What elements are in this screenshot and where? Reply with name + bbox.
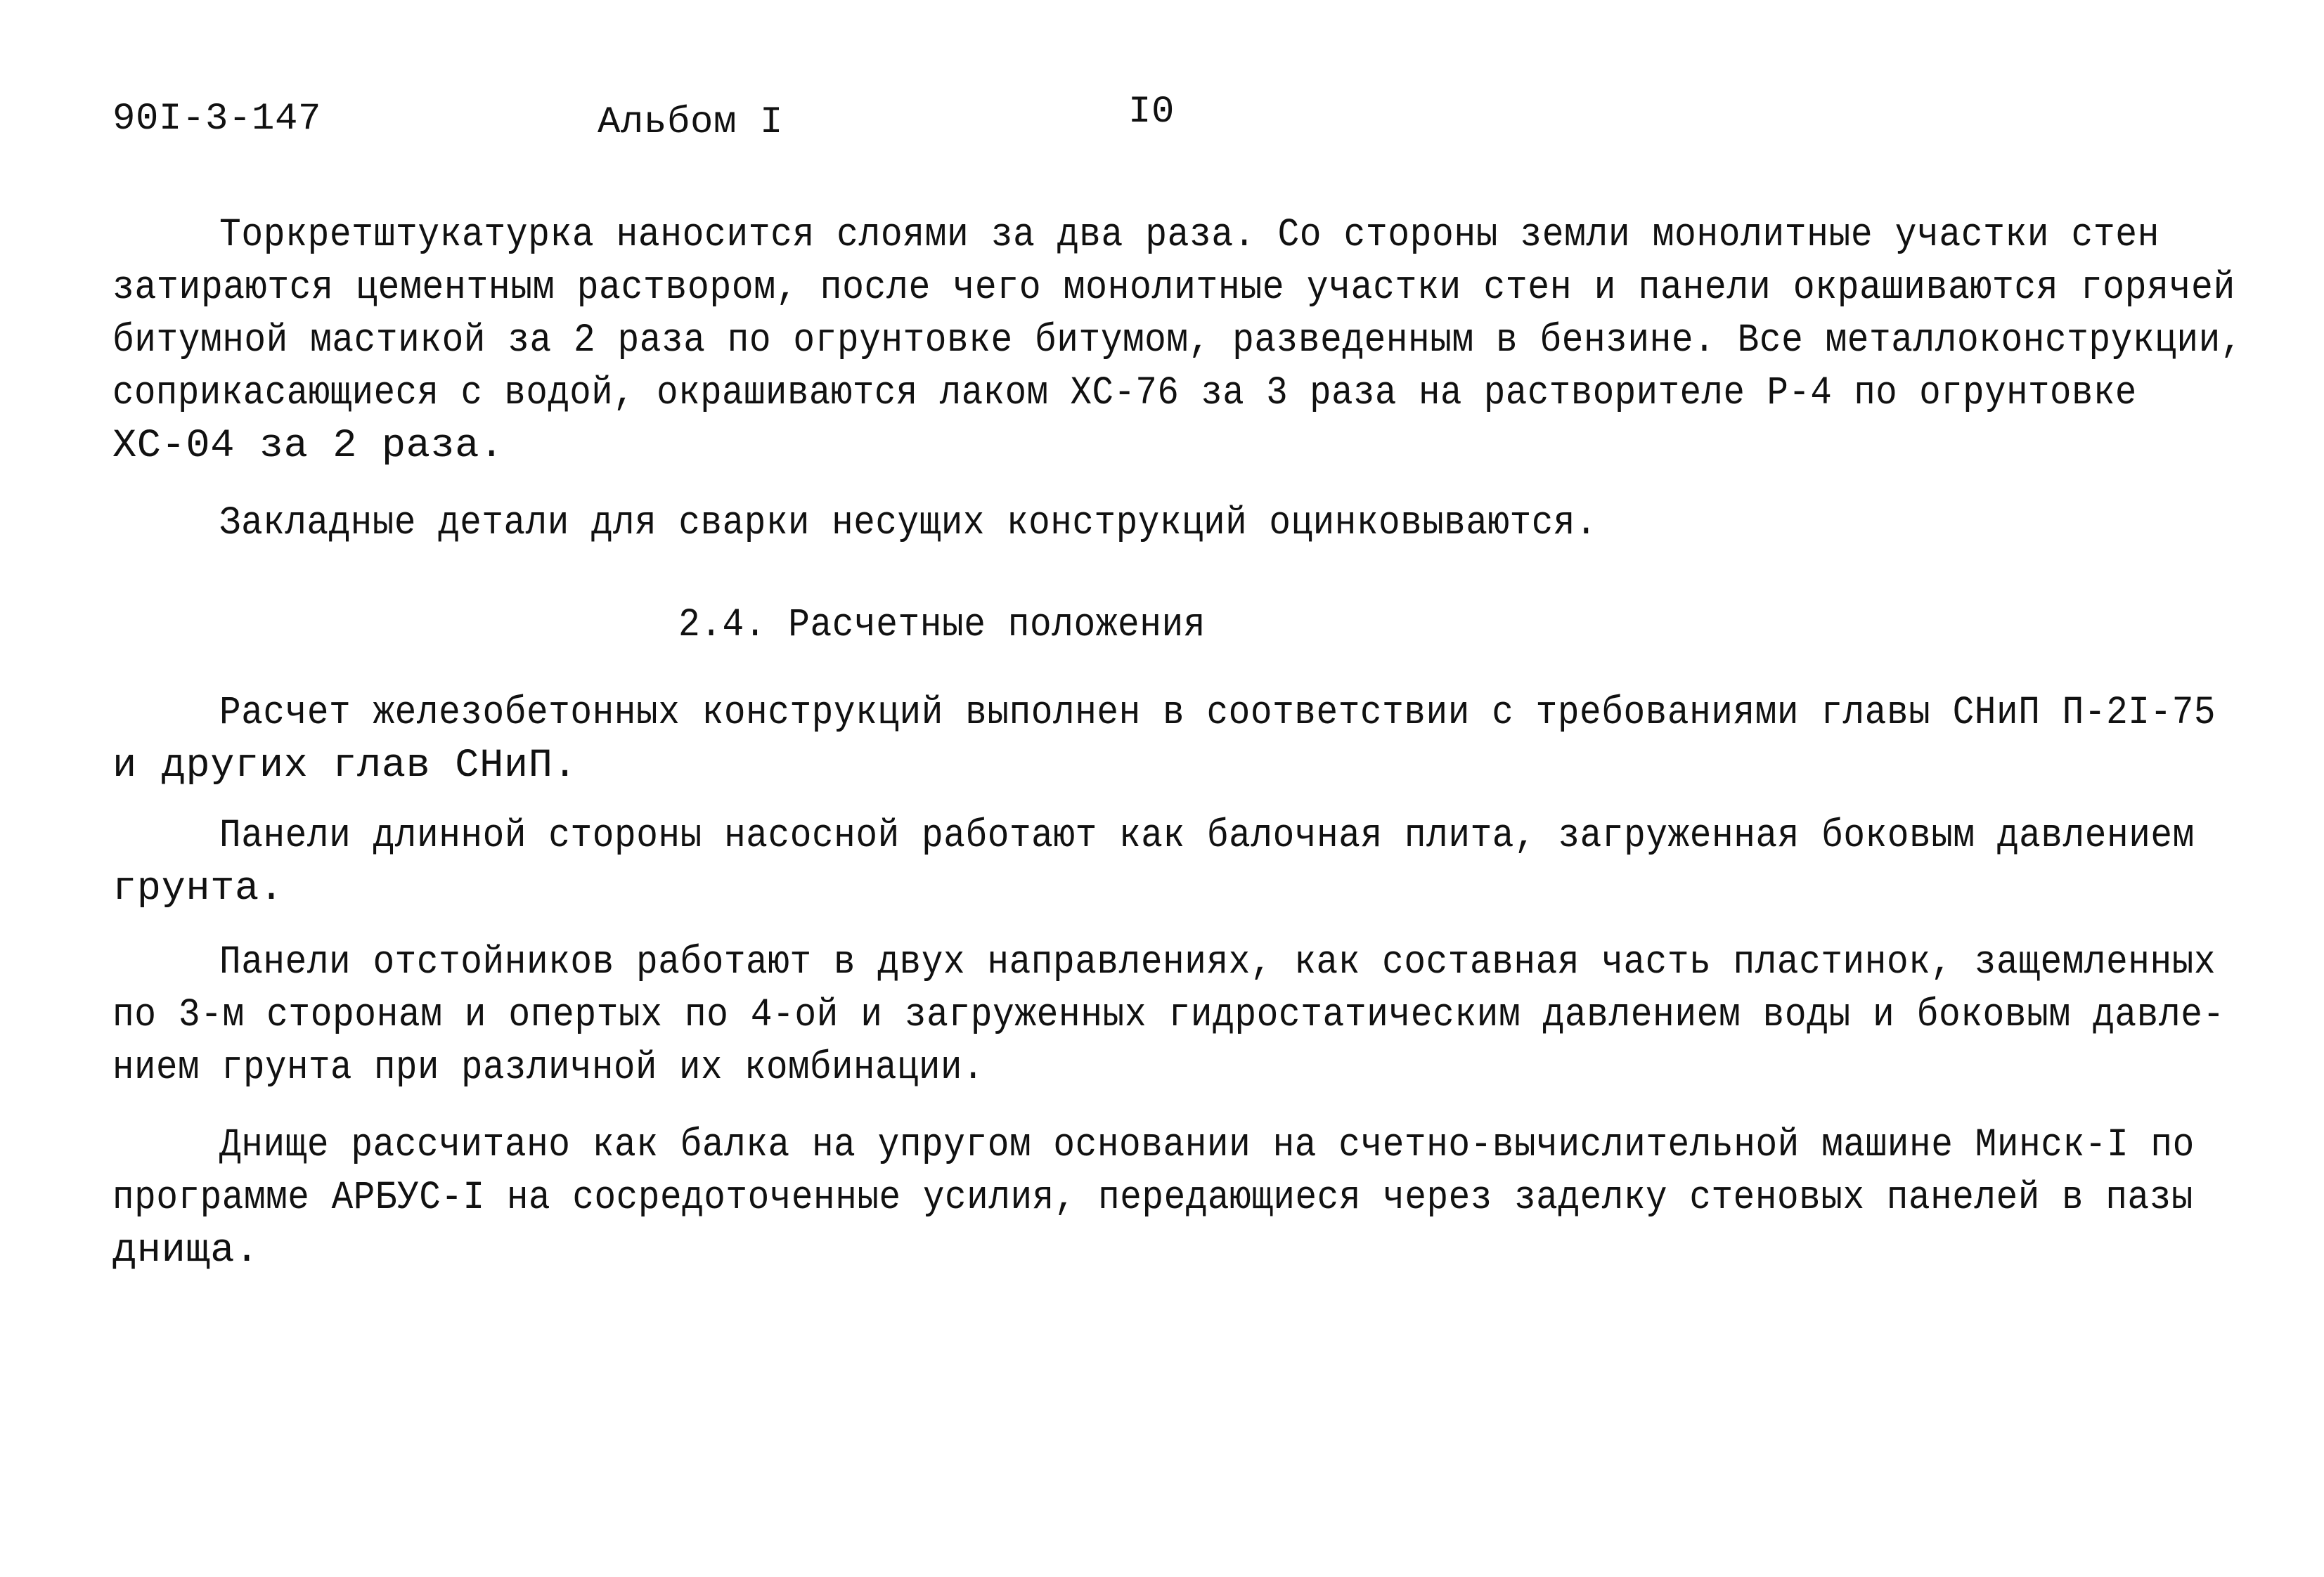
text-line: и других глав СНиП. — [112, 744, 578, 788]
section-heading: 2.4. Расчетные положения — [678, 603, 1206, 648]
album-label: Альбом I — [598, 101, 784, 144]
text-line: по 3-м сторонам и опертых по 4-ой и загруженных гидростатическим давлением воды и боковым давле- — [112, 993, 2225, 1038]
text-line: Панели отстойников работают в двух направлениях, как составная часть пластинок, защемленных — [219, 940, 2216, 985]
page-number: I0 — [1128, 91, 1175, 134]
text-line: Днище рассчитано как балка на упругом основании на счетно-вычислительной машине Минск-I по — [219, 1123, 2195, 1168]
text-line: Закладные детали для сварки несущих конструкций оцинковываются. — [219, 501, 1598, 546]
text-line: грунта. — [112, 867, 284, 911]
document-code: 90I-3-147 — [112, 98, 322, 141]
text-line: затираются цементным раствором, после чего монолитные участки стен и панели окрашиваются горячей — [112, 266, 2235, 311]
text-line: днища. — [112, 1228, 259, 1273]
text-line: ХС-04 за 2 раза. — [112, 424, 504, 469]
text-line: Торкретштукатурка наносится слоями за два раза. Со стороны земли монолитные участки стен — [219, 213, 2160, 258]
text-line: нием грунта при различной их комбинации. — [112, 1046, 985, 1091]
text-line: соприкасающиеся с водой, окрашиваются лаком ХС-76 за 3 раза на растворителе Р-4 по огрунтовке — [112, 371, 2137, 416]
text-line: битумной мастикой за 2 раза по огрунтовке битумом, разведенным в бензине. Все металлоконструкции, — [112, 318, 2243, 363]
text-line: Расчет железобетонных конструкций выполнен в соответствии с требованиями главы СНиП П-2I-75 — [219, 691, 2216, 736]
text-line: программе АРБУС-I на сосредоточенные усилия, передающиеся через заделку стеновых панелей в пазы — [112, 1176, 2194, 1221]
text-line: Панели длинной стороны насосной работают как балочная плита, загруженная боковым давлением — [219, 814, 2195, 859]
